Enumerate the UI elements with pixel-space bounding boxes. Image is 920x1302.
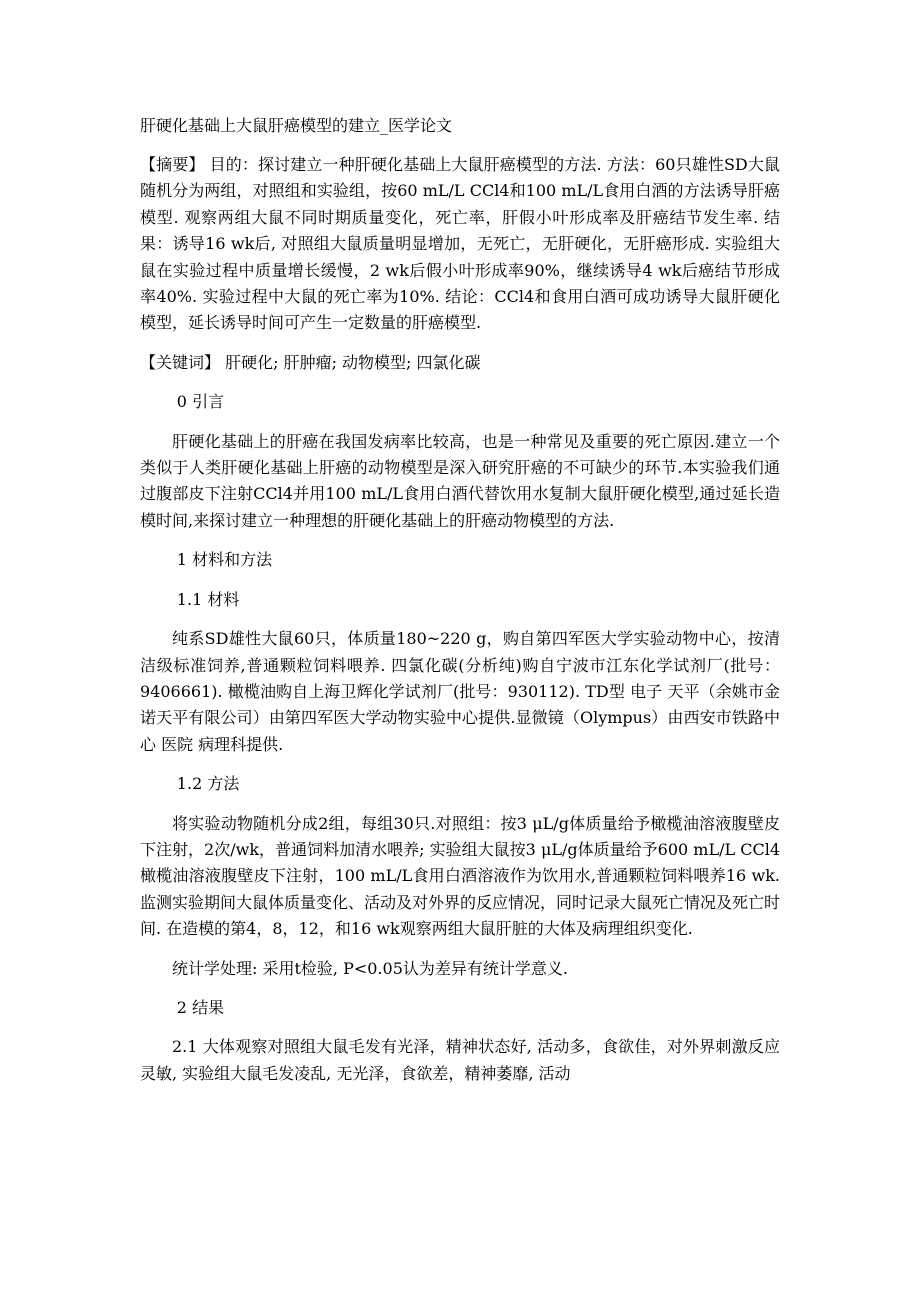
section-heading-method: 1.2 方法: [176, 774, 240, 794]
materials-paragraph: 纯系SD雄性大鼠60只，体质量180~220 g，购自第四军医大学实验动物中心，按清洁级标准饲养,普通颗粒饲料喂养. 四氯化碳(分析纯)购自宁波市江东化学试剂厂(批号：9406661). 橄榄油购自上海卫辉化学试剂厂(批号：930112). TD型 电子 天平（余姚市金诺天平有限公司）由第四军医大学动物实验中心提供.显微镜（Olympus）由西安市铁路中心 医院 病理科提供.: [140, 629, 780, 754]
method-paragraph: 将实验动物随机分成2组，每组30只.对照组：按3 μL/g体质量给予橄榄油溶液腹壁皮下注射，2次/wk，普通饲料加清水喂养; 实验组大鼠按3 μL/g体质量给予600 mL/L CCl4橄榄油溶液腹壁皮下注射，100 mL/L食用白酒溶液作为饮用水,普通颗粒饲料喂养16 wk.监测实验期间大鼠体质量变化、活动及对外界的反应情况，同时记录大鼠死亡情况及死亡时间. 在造模的第4，8，12，和16 wk观察两组大鼠肝脏的大体及病理组织变化.: [140, 813, 781, 939]
section-heading-methods: 1 材料和方法: [176, 550, 273, 570]
document-page: [140, 112, 780, 1100]
section-heading-results: 2 结果: [176, 997, 225, 1017]
section-heading-intro: 0 引言: [176, 392, 225, 412]
statistics-paragraph: 统计学处理: 采用t检验, P<0.05认为差异有统计学意义.: [172, 958, 568, 978]
keywords-paragraph: 【关键词】 肝硬化; 肝肿瘤; 动物模型; 四氯化碳: [140, 352, 481, 372]
intro-paragraph: 肝硬化基础上的肝癌在我国发病率比较高，也是一种常见及重要的死亡原因.建立一个类似于人类肝硬化基础上肝癌的动物模型是深入研究肝癌的不可缺少的环节.本实验我们通过腹部皮下注射CCl4并用100 mL/L食用白酒代替饮用水复制大鼠肝硬化模型,通过延长造模时间,来探讨建立一种理想的肝硬化基础上的肝癌动物模型的方法.: [140, 431, 780, 530]
section-heading-materials: 1.1 材料: [176, 589, 240, 609]
abstract-paragraph: 【摘要】 目的：探讨建立一种肝硬化基础上大鼠肝癌模型的方法. 方法：60只雄性SD大鼠随机分为两组，对照组和实验组，按60 mL/L CCl4和100 mL/L食用白酒的方法诱导肝癌模型. 观察两组大鼠不同时期质量变化，死亡率，肝假小叶形成率及肝癌结节发生率. 结果：诱导16 wk后, 对照组大鼠质量明显增加，无死亡，无肝硬化，无肝癌形成. 实验组大鼠在实验过程中质量增长缓慢，2 wk后假小叶形成率90%，继续诱导4 wk后癌结节形成率40%. 实验过程中大鼠的死亡率为10%. 结论：CCl4和食用白酒可成功诱导大鼠肝硬化模型，延长诱导时间可产生一定数量的肝癌模型.: [140, 155, 780, 333]
results-paragraph: 2.1 大体观察对照组大鼠毛发有光泽，精神状态好, 活动多，食欲佳，对外界刺激反应灵敏, 实验组大鼠毛发凌乱, 无光泽，食欲差，精神萎靡, 活动: [140, 1037, 780, 1083]
document-title: 肝硬化基础上大鼠肝癌模型的建立_医学论文: [140, 116, 453, 135]
